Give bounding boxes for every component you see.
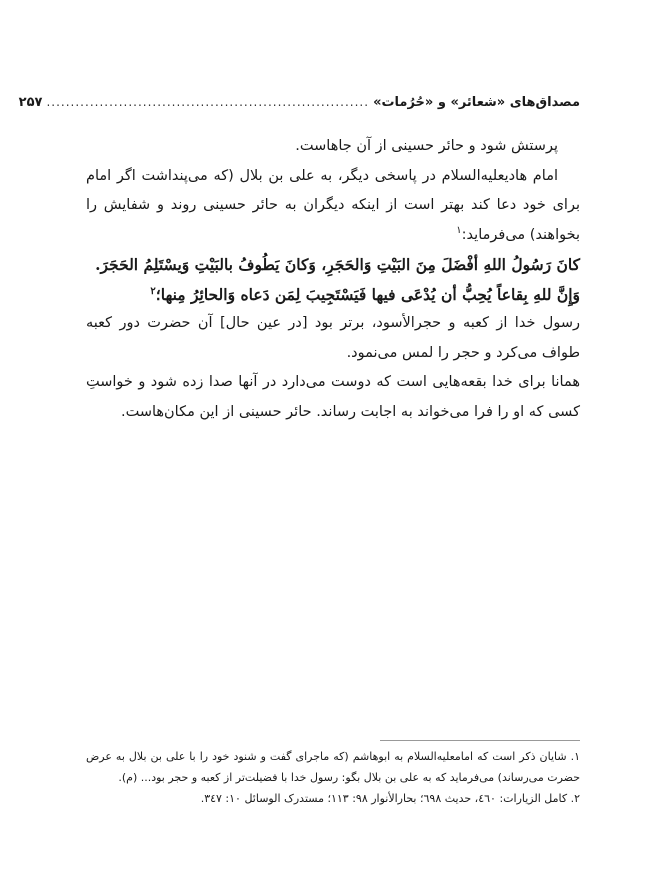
footnote-1: ۱. شایان ذکر است که امامعليه‌السلام به ابوهاشم (که ماجرای گفت و شنود خود را با علی بن بلال به عرض حضرت می‌رساند) می‌فرماید که به علی بن بلال بگو: رسول خدا با فضیلت‌تر از کعبه و حجر بود... (م). — [86, 750, 580, 784]
translation-paragraph-1: رسول خدا از کعبه و حجرالأسود، برتر بود [در عین حال] آن حضرت دور کعبه طواف می‌کرد و حجر را لمس می‌نمود. — [86, 315, 580, 361]
footnote-2: ۲. کامل الزیارات: ٤٦٠، حدیث ٦٩٨؛ بحارالأنوار ٩٨: ١١٣؛ مستدرک الوسائل ١٠: ٣٤٧. — [200, 792, 580, 805]
footnote-ref-1: ۱ — [456, 224, 462, 236]
running-head-leader-dots: ................................................................... — [46, 95, 370, 109]
footnote-separator — [380, 740, 580, 741]
page-number: ۲۵۷ — [18, 94, 43, 110]
paragraph-1: پرستش شود و حائر حسینی از آن جاهاست. — [295, 138, 558, 154]
footnotes — [86, 746, 580, 809]
running-head-title: مصداق‌های «شعائر» و «حُرُمات» — [373, 94, 580, 110]
arabic-quote-2 — [86, 280, 580, 310]
main-text — [86, 132, 580, 427]
paragraph-2-text: امام هادیعليه‌السلام در پاسخی دیگر، به علی بن بلال (که می‌پنداشت اگر امام برای خود دعا کند بهتر است از اینکه دیگران به حائر حسینی روند و شفایش را بخواهند) می‌فرماید: — [86, 167, 580, 243]
footnote-ref-2: ۲ — [150, 285, 156, 297]
arabic-quote-1: كانَ رَسُولُ اللهِ أفْضَلَ مِنَ البَيْتِ وَالحَجَرِ، وَكانَ يَطُوفُ بالبَيْتِ وَيسْتَلِمُ الحَجَرَ. — [95, 255, 580, 274]
translation-paragraph-2: همانا برای خدا بقعه‌هایی است که دوست می‌دارد در آنها صدا زده شود و خواستِ کسی که او را فرا می‌خواند به اجابت رساند. حائر حسینی از این مکان‌هاست. — [86, 374, 580, 420]
running-head — [18, 92, 580, 112]
arabic-quote-2-text: وَإِنَّ للهِ بِقاعاً يُحِبُّ أن يُدْعَى فيها فَيَسْتَجِيبَ لِمَن دَعاه وَالحائِرُ مِنها؛ — [155, 284, 580, 304]
paragraph-2 — [86, 162, 580, 251]
